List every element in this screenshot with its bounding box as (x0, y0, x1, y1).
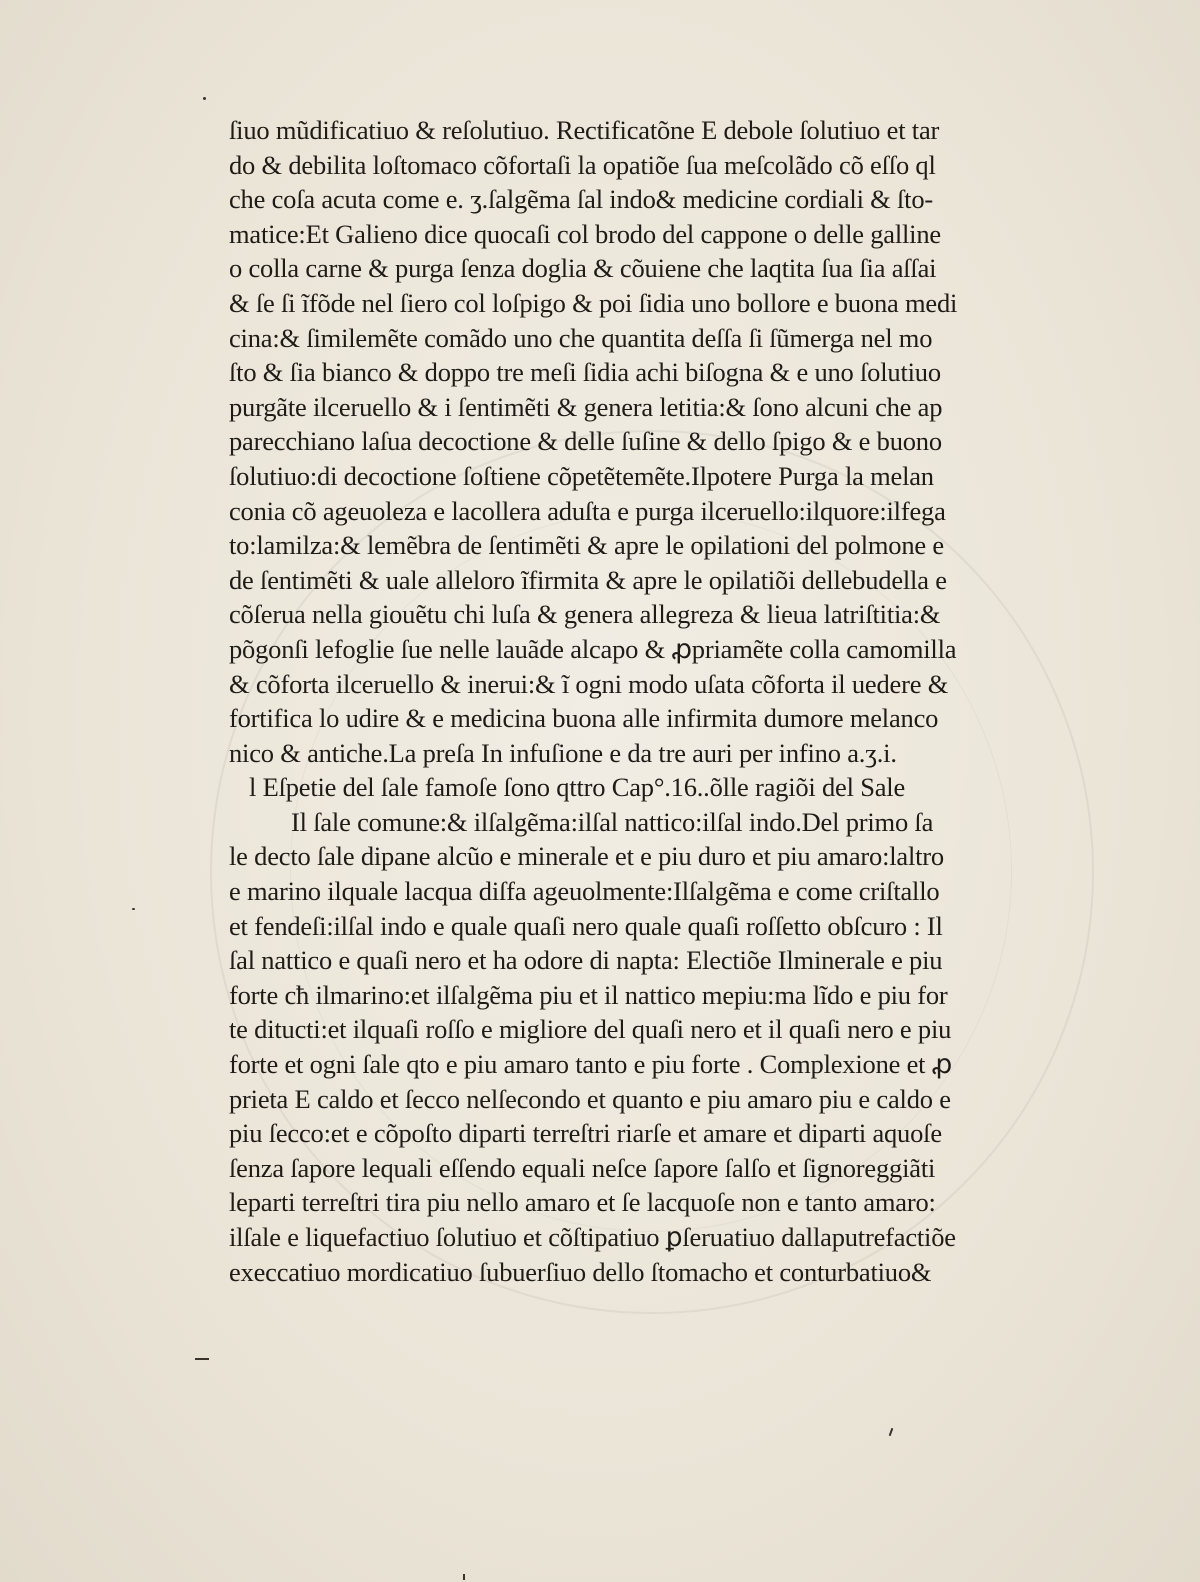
text-line: prieta E caldo et ſecco nelſecondo et quanto e piu amaro piu e caldo e (229, 1083, 951, 1114)
text-line: ſal nattico e quaſi nero et ha odore di napta: Electiõe Ilminerale e piu (229, 945, 943, 976)
text-line: le decto ſale dipane alcũo e minerale et e piu duro et piu amaro:laltro (229, 841, 944, 872)
text-line: to:lamilza:& lemẽbra de ſentimẽti & apre le opilationi del polmone e (229, 530, 944, 561)
text-line: cõſerua nella giouẽtu chi luſa & genera allegreza & lieua latriſtitia:& (229, 599, 941, 630)
text-line: et fendeſi:ilſal indo e quale quaſi nero quale quaſi roſſetto obſcuro : Il (229, 910, 943, 941)
text-line: e marino ilquale lacqua diſfa ageuolmente:Ilſalgẽma e come criſtallo (229, 876, 940, 907)
text-block (229, 113, 1059, 1289)
text-line: purgãte ilceruello & i ſentimẽti & genera letitia:& ſono alcuni che ap (229, 391, 943, 422)
text-line: o colla carne & purga ſenza doglia & cõuiene che laqtita ſua ſia aſſai (229, 253, 937, 284)
text-line: ſiuo mũdificatiuo & reſolutiuo. Rectificatõne E debole ſolutiuo et tar (229, 115, 940, 145)
text-line: do & debilita loſtomaco cõfortaſi la opatiõe ſua meſcolãdo cõ eſſo ql (229, 149, 936, 180)
text-line: ſto & ſia bianco & doppo tre meſi ſidia achi biſogna & e uno ſolutiuo (229, 357, 941, 388)
text-line: cina:& ſimilemẽte comãdo uno che quantita deſſa ſi ſũmerga nel mo (229, 322, 933, 353)
text-line: de ſentimẽti & uale alleloro ĩfirmita & apre le opilatiõi dellebudella e (229, 564, 947, 595)
ink-speck (203, 97, 206, 100)
text-line: fortifica lo udire & e medicina buona alle infirmita dumore melanco (229, 703, 939, 734)
text-line: che coſa acuta come e. ʒ.ſalgẽma ſal indo& medicine cordiali & ſto- (229, 184, 934, 215)
text-line: & ſe ſi ĩfõde nel ſiero col loſpigo & poi ſidia uno bollore e buona medi (229, 287, 958, 318)
text-line: ilſale e liquefactiuo ſolutiuo et cõſtipatiuo ꝑſeruatiuo dallaputrefactiõe (229, 1222, 956, 1252)
text-line: & cõforta ilceruello & inerui:& ĩ ogni modo uſata cõforta il uedere & (229, 668, 949, 699)
text-line: te ditucti:et ilquaſi roſſo e migliore del quaſi nero et il quaſi nero e piu (229, 1014, 952, 1045)
text-line: conia cõ ageuoleza e lacollera aduſta e purga ilceruello:ilquore:ilfega (229, 495, 946, 526)
text-line: forte cħ ilmarino:et ilſalgẽma piu et il nattico mepiu:ma lĩdo e piu for (229, 979, 948, 1010)
ink-speck (889, 1428, 894, 1436)
ink-speck (463, 1574, 465, 1580)
text-line: forte et ogni ſale qto e piu amaro tanto e piu forte . Complexione et ꝓ (229, 1049, 953, 1080)
ink-speck (132, 908, 135, 910)
text-line: nico & antiche.La preſa In infuſione e da tre auri per infino a.ʒ.i. (229, 737, 897, 768)
text-line: execcatiuo mordicatiuo ſubuerſiuo dello ſtomacho et conturbatiuo& (229, 1256, 932, 1287)
text-line: piu ſecco:et e cõpoſto diparti terreſtri riarſe et amare et diparti aquoſe (229, 1118, 942, 1149)
ink-speck (195, 1358, 209, 1360)
text-line: parecchiano laſua decoctione & delle ſuſine & dello ſpigo & e buono (229, 426, 942, 457)
text-line: ſenza ſapore lequali eſſendo equali neſce ſapore ſalſo et ſignoreggiãti (229, 1152, 936, 1183)
text-line: matice:Et Galieno dice quocaſi col brodo del cappone o delle galline (229, 218, 941, 249)
text-line: leparti terreſtri tira piu nello amaro et ſe lacquoſe non e tanto amaro: (229, 1187, 936, 1218)
text-line: Il ſale comune:& ilſalgẽma:ilſal nattico:ilſal indo.Del primo ſa (291, 806, 934, 837)
text-line: põgonſi lefoglie ſue nelle lauãde alcapo & ꝓpriamẽte colla camomilla (229, 633, 957, 664)
chapter-heading-line: l Eſpetie del ſale famoſe ſono qttro Cap°.16..õlle ragiõi del Sale (249, 772, 906, 803)
text-line: ſolutiuo:di decoctione ſoſtiene cõpetẽtemẽte.Ilpotere Purga la melan (229, 460, 934, 491)
